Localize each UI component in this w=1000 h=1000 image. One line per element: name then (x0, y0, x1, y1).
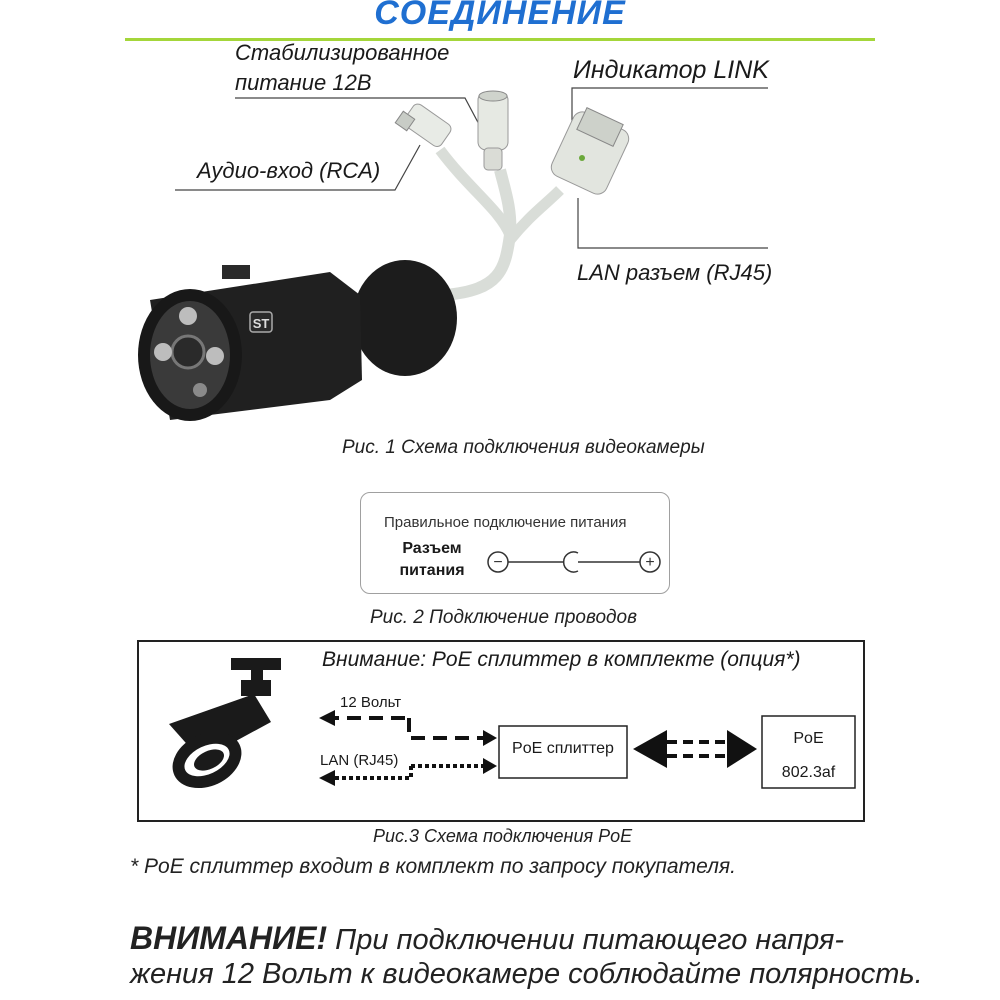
warning-bold: ВНИМАНИЕ! (130, 920, 328, 956)
figure3-caption: Рис.3 Схема подключения PoE (373, 826, 633, 846)
poe-attention-text: Внимание: PoE сплиттер в комплекте (опция*) (322, 648, 801, 671)
poe-splitter-label: PoE сплиттер (512, 740, 614, 757)
rj45-connector (548, 108, 632, 198)
polarity-diagram (480, 545, 665, 579)
audio-input-label: Аудио-вход (RCA) (197, 158, 381, 183)
rca-connector (395, 102, 453, 149)
warning-line1 (130, 920, 844, 957)
lan-leader-line (578, 198, 768, 248)
camera-body (138, 265, 362, 421)
link-indicator-label: Индикатор LINK (573, 56, 769, 84)
power-leader-line (235, 98, 490, 145)
brand-logo: ST (252, 316, 270, 331)
minus-symbol: − (493, 554, 503, 571)
barrel-c-icon (564, 552, 578, 572)
figure2-caption: Рис. 2 Подключение проводов (370, 607, 638, 628)
power-label-line2: питание 12В (235, 70, 372, 95)
polarity-heading: Правильное подключение питания (384, 514, 627, 531)
plus-symbol: + (645, 554, 655, 571)
camera-mount (353, 260, 457, 376)
page-title: СОЕДИНЕНИЕ (374, 0, 626, 32)
warning-line2: жения 12 Вольт к видеокамере соблюдайте полярность. (130, 958, 923, 990)
lan-port-label: LAN разъем (RJ45) (577, 260, 773, 285)
power-label-line1: Стабилизированное (235, 40, 450, 65)
poe-source-label: PoE (793, 730, 824, 747)
camera-silhouette-icon (163, 658, 281, 799)
lan-cable (510, 190, 560, 240)
volt-label: 12 Вольт (340, 694, 402, 711)
figure1-caption: Рис. 1 Схема подключения видеокамеры (342, 437, 705, 458)
warning-text1: При подключении питающего напря- (327, 924, 845, 956)
lan-rj45-label: LAN (RJ45) (320, 752, 399, 769)
poe-standard-label: 802.3af (781, 764, 836, 781)
connector-label: Разъем питания (399, 540, 465, 579)
footnote: * PoE сплиттер входит в комплект по запросу покупателя. (130, 855, 736, 878)
camera-illustration (0, 0, 1000, 470)
dc-power-connector (478, 91, 508, 170)
poe-diagram (139, 642, 859, 816)
